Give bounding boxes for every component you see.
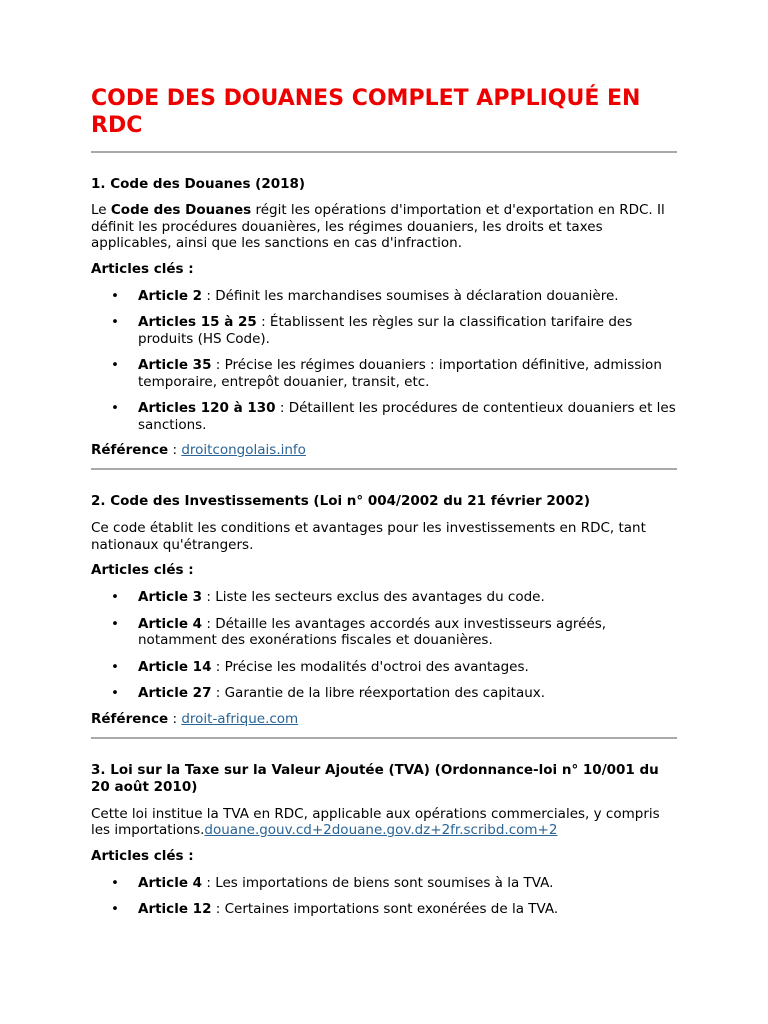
list-item bbox=[91, 357, 677, 390]
bullet-icon: • bbox=[111, 615, 119, 632]
intro-bold: Code des Douanes bbox=[110, 202, 252, 218]
bullet-icon: • bbox=[111, 287, 119, 304]
bullet-icon: • bbox=[111, 901, 119, 917]
section-heading bbox=[91, 176, 677, 193]
section-intro bbox=[91, 806, 677, 839]
reference-separator: : bbox=[168, 442, 182, 458]
article-text: : Détaillent les procédures de contentieux douaniers et les sanctions. bbox=[138, 400, 676, 433]
article-name: Article 4 bbox=[138, 874, 203, 891]
section-heading bbox=[91, 493, 677, 510]
separator bbox=[91, 737, 677, 739]
list-item bbox=[91, 659, 677, 676]
section-heading-text: 2. Code des Investissements (Loi n° 004/2002 du 21 février 2002) bbox=[91, 493, 591, 509]
section-intro bbox=[91, 202, 677, 252]
list-item bbox=[91, 901, 677, 918]
articles-label: Articles clés : bbox=[91, 260, 194, 277]
bullet-icon: • bbox=[111, 357, 119, 373]
articles-list bbox=[91, 875, 677, 918]
article-name: Article 27 bbox=[138, 685, 212, 701]
article-text: : Établissent les règles sur la classification tarifaire des produits (HS Code). bbox=[138, 314, 633, 347]
reference-separator: : bbox=[168, 710, 182, 727]
section-heading bbox=[91, 762, 677, 796]
list-item bbox=[91, 314, 677, 347]
source-link[interactable]: douane.gouv.cd+2douane.gov.dz+2fr.scribd.com+2 bbox=[204, 822, 558, 838]
section-code-douanes bbox=[91, 176, 677, 459]
article-name: Articles 15 à 25 bbox=[138, 314, 257, 330]
reference-label: Référence bbox=[91, 442, 169, 458]
reference-line bbox=[91, 442, 677, 459]
article-name: Article 12 bbox=[138, 901, 212, 917]
list-item bbox=[91, 685, 677, 702]
articles-label: Articles clés : bbox=[91, 847, 194, 864]
bullet-icon: • bbox=[111, 314, 119, 330]
section-heading-text: 3. Loi sur la Taxe sur la Valeur Ajoutée (TVA) (Ordonnance-loi n° 10/001 du 20 août 2010) bbox=[91, 761, 659, 795]
document-title: CODE DES DOUANES COMPLET APPLIQUÉ EN RDC bbox=[91, 86, 641, 138]
article-text: : Détaille les avantages accordés aux investisseurs agréés, notamment des exonérations fiscales et douanières. bbox=[138, 615, 607, 648]
bullet-icon: • bbox=[111, 400, 119, 416]
section-intro: Ce code établit les conditions et avantages pour les investissements en RDC, tant nationaux qu'étrangers. bbox=[91, 520, 646, 553]
bullet-icon: • bbox=[111, 589, 119, 605]
articles-list bbox=[91, 589, 677, 702]
section-loi-tva bbox=[91, 762, 677, 918]
list-item bbox=[91, 400, 677, 433]
article-name: Article 3 bbox=[138, 589, 203, 605]
list-item bbox=[91, 288, 677, 305]
intro-text: Le bbox=[91, 202, 111, 218]
section-code-investissements bbox=[91, 493, 677, 728]
article-name: Articles 120 à 130 bbox=[138, 400, 276, 416]
bullet-icon: • bbox=[111, 685, 119, 701]
article-text: : Définit les marchandises soumises à déclaration douanière. bbox=[202, 287, 619, 304]
list-item bbox=[91, 616, 677, 649]
articles-list bbox=[91, 288, 677, 434]
article-text: : Précise les régimes douaniers : importation définitive, admission temporaire, entrepôt douanier, transit, etc. bbox=[138, 357, 662, 390]
intro-text: régit les opérations d'importation et d'exportation en RDC. Il définit les procédures douanières, les régimes douaniers, les droits et taxes applicables, ainsi que les sanctions en cas d'infraction. bbox=[91, 202, 665, 251]
article-text: : Liste les secteurs exclus des avantages du code. bbox=[202, 589, 545, 605]
article-text: : Certaines importations sont exonérées de la TVA. bbox=[211, 901, 559, 917]
reference-line bbox=[91, 711, 677, 728]
separator bbox=[91, 151, 677, 153]
list-item bbox=[91, 875, 677, 892]
article-name: Article 35 bbox=[138, 357, 212, 373]
articles-label: Articles clés : bbox=[91, 562, 194, 578]
reference-label: Référence bbox=[91, 710, 169, 727]
article-text: : Précise les modalités d'octroi des avantages. bbox=[211, 658, 529, 675]
article-name: Article 14 bbox=[138, 658, 212, 675]
bullet-icon: • bbox=[111, 658, 119, 675]
reference-link[interactable]: droit-afrique.com bbox=[181, 710, 299, 727]
article-text: : Les importations de biens sont soumises à la TVA. bbox=[202, 874, 554, 891]
list-item bbox=[91, 589, 677, 606]
article-text: : Garantie de la libre réexportation des capitaux. bbox=[211, 685, 546, 701]
separator bbox=[91, 468, 677, 470]
intro-text: Cette loi institue la TVA en RDC, applicable aux opérations commerciales, y compris les importations. bbox=[91, 805, 660, 838]
section-heading-text: 1. Code des Douanes (2018) bbox=[91, 176, 306, 192]
reference-link[interactable]: droitcongolais.info bbox=[181, 442, 306, 458]
article-name: Article 2 bbox=[138, 287, 203, 304]
article-name: Article 4 bbox=[138, 615, 203, 632]
bullet-icon: • bbox=[111, 874, 119, 891]
